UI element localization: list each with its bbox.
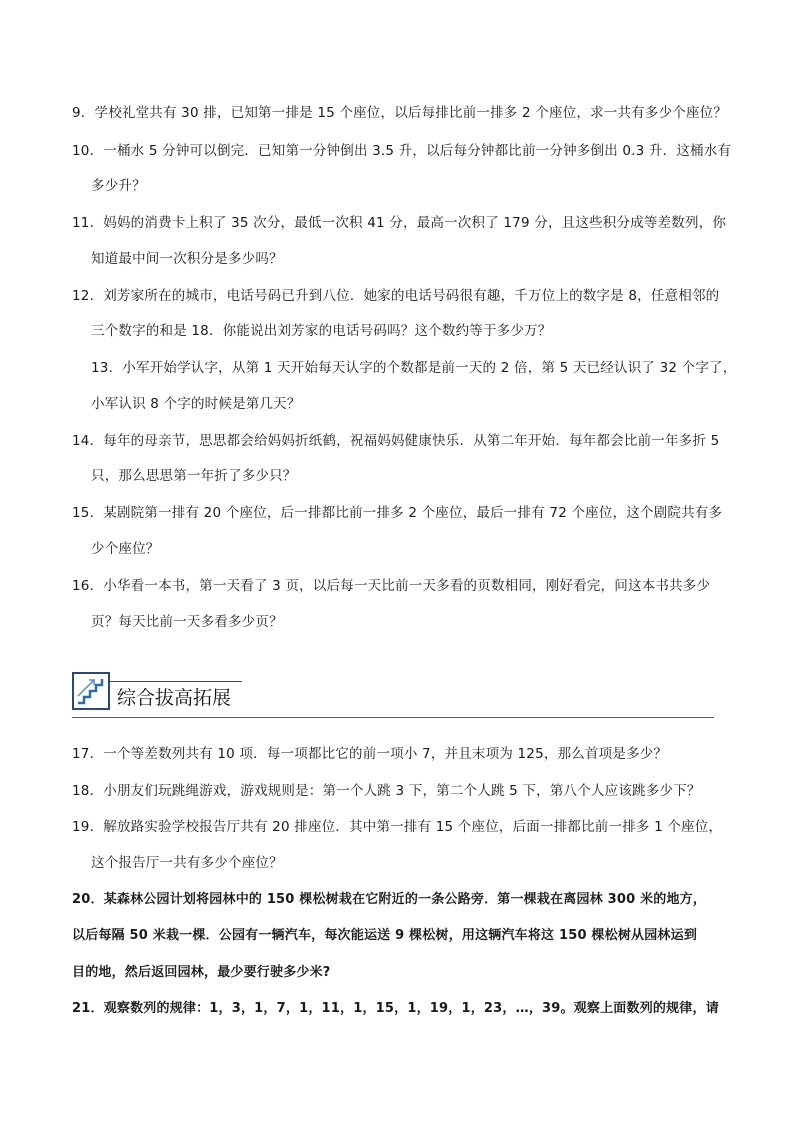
- question-9: 9．学校礼堂共有 30 排，已知第一排是 15 个座位，以后每排比前一排多 2 个座位，求一共有多少个座位？: [72, 105, 728, 121]
- question-12-line-2: 三个数字的和是 18．你能说出刘芳家的电话号码吗？这个数约等于多少万？: [91, 323, 552, 339]
- question-20-line-2: 以后每隔 50 米栽一棵．公园有一辆汽车，每次能运送 9 棵松树，用这辆汽车将这 150 棵松树从园林运到: [72, 928, 698, 943]
- question-17: 17．一个等差数列共有 10 项．每一项都比它的前一项小 7，并且末项为 125，那么首项是多少？: [72, 746, 668, 762]
- question-19-line-1: 19．解放路实验学校报告厅共有 20 排座位．其中第一排有 15 个座位，后面一排都比前一排多 1 个座位，: [72, 819, 723, 835]
- section-top-rule: [110, 681, 242, 682]
- question-16-line-1: 16．小华看一本书，第一天看了 3 页，以后每一天比前一天多看的页数相同，刚好看完，问这本书共多少: [72, 578, 711, 594]
- question-20-line-1: 20．某森林公园计划将园林中的 150 棵松树栽在它附近的一条公路旁．第一棵栽在离园林 300 米的地方，: [72, 892, 707, 907]
- question-15-line-1: 15．某剧院第一排有 20 个座位，后一排都比前一排多 2 个座位，最后一排有 72 个座位，这个剧院共有多: [72, 505, 723, 521]
- question-13-line-2: 小军认识 8 个字的时候是第几天？: [91, 396, 301, 412]
- section-underline: [72, 717, 714, 718]
- question-14-line-2: 只，那么思思第一年折了多少只？: [91, 468, 297, 484]
- question-11-line-1: 11．妈妈的消费卡上积了 35 次分，最低一次积 41 分，最高一次积了 179 分，且这些积分成等差数列，你: [72, 215, 727, 231]
- question-14-line-1: 14．每年的母亲节，思思都会给妈妈折纸鹤，祝福妈妈健康快乐．从第二年开始．每年都会比前一年多折 5: [72, 433, 720, 449]
- question-21-line-1: 21．观察数列的规律：1，3，1，7，1，11，1，15，1，19，1，23，…，39。观察上面数列的规律，请: [72, 1001, 719, 1016]
- section-title: 综合拔高拓展: [117, 687, 232, 709]
- question-10-line-1: 10．一桶水 5 分钟可以倒完．已知第一分钟倒出 3.5 升，以后每分钟都比前一分钟多倒出 0.3 升．这桶水有: [72, 143, 732, 159]
- question-15-line-2: 少个座位？: [91, 541, 160, 557]
- question-16-line-2: 页？每天比前一天多看多少页？: [91, 614, 283, 630]
- section-header: [72, 672, 714, 722]
- stairs-icon: [72, 672, 110, 710]
- question-11-line-2: 知道最中间一次积分是多少吗？: [91, 251, 283, 267]
- question-20-line-3: 目的地，然后返回园林，最少要行驶多少米?: [72, 965, 331, 980]
- question-13-line-1: 13．小军开始学认字，从第 1 天开始每天认字的个数都是前一天的 2 倍，第 5 天已经认识了 32 个字了，: [91, 360, 737, 376]
- question-10-line-2: 多少升？: [91, 178, 146, 194]
- question-18: 18．小朋友们玩跳绳游戏，游戏规则是：第一个人跳 3 下，第二个人跳 5 下，第八个人应该跳多少下？: [72, 783, 701, 799]
- question-12-line-1: 12．刘芳家所在的城市，电话号码已升到八位．她家的电话号码很有趣，千万位上的数字是 8，任意相邻的: [72, 288, 720, 304]
- question-19-line-2: 这个报告厅一共有多少个座位？: [91, 855, 283, 871]
